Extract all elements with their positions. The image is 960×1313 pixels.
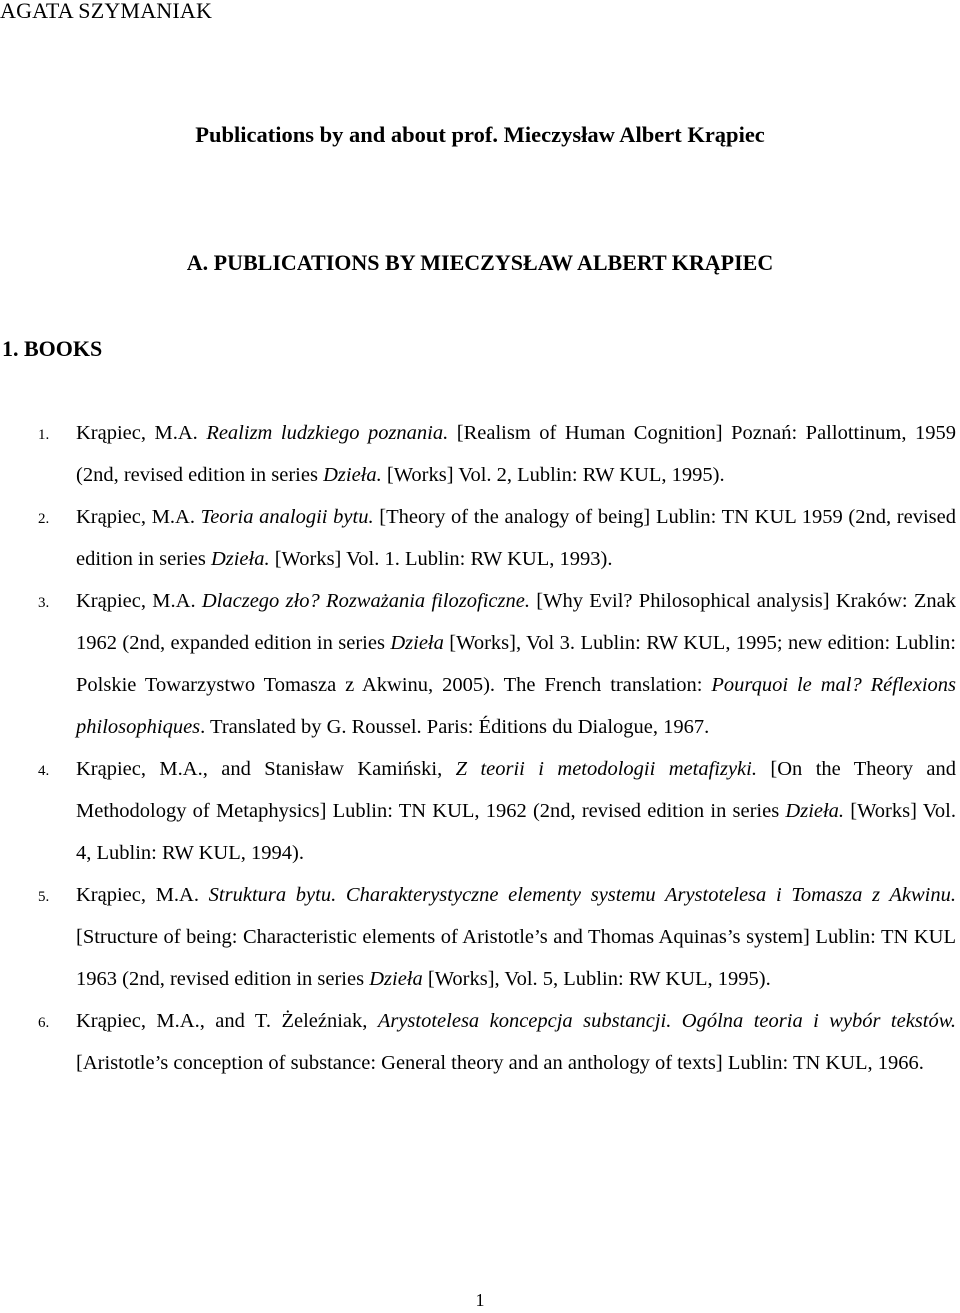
bibliography-entry: [0, 748, 960, 874]
bibliography-entry: [0, 496, 960, 580]
bibliography-entry: [0, 580, 960, 748]
citation-text: [Works], Vol 3. Lublin: RW KUL, 1995; new edition: Lublin: Polskie Towarzystwo Tomasza z Akwinu, 2005). The French translation:: [76, 632, 956, 696]
document-title: Publications by and about prof. Mieczysław Albert Krąpiec: [195, 122, 765, 147]
entry-number: 1.: [38, 427, 50, 443]
page-number: 1: [475, 1290, 485, 1310]
entry-citation: [76, 412, 956, 496]
citation-text: Krąpiec, M.A.: [76, 590, 202, 612]
citation-text: [Theory of the analogy of being] Lublin: TN KUL 1959 (2nd, revised edition in series: [76, 506, 956, 570]
bibliography-entry: [0, 412, 960, 496]
entry-number: 5.: [38, 889, 50, 905]
bibliography-entry: [0, 874, 960, 1000]
citation-text: [Aristotle’s conception of substance: General theory and an anthology of texts] Lublin: TN KUL, 1966.: [76, 1052, 924, 1074]
citation-title-italic: Pourquoi le mal? Réflexions philosophiques: [76, 674, 956, 738]
citation-title-italic: Teoria analogii bytu.: [200, 506, 374, 528]
subsection-heading: 1. BOOKS: [2, 336, 103, 361]
citation-text: Krąpiec, M.A.: [76, 422, 207, 444]
citation-title-italic: Arystotelesa koncepcja substancji. Ogólna teoria i wybór tekstów.: [377, 1010, 957, 1032]
entry-citation: [76, 1000, 956, 1084]
citation-text: . Translated by G. Roussel. Paris: Éditions du Dialogue, 1967.: [200, 716, 710, 738]
citation-text: [Why Evil? Philosophical analysis] Kraków: Znak 1962 (2nd, expanded edition in series: [76, 590, 957, 654]
citation-text: Krąpiec, M.A., and T. Żeleźniak,: [76, 1010, 378, 1032]
entry-citation: [76, 748, 956, 874]
citation-text: [Structure of being: Characteristic elements of Aristotle’s and Thomas Aquinas’s system] Lublin: TN KUL 1963 (2nd, revised edition in series: [76, 926, 956, 990]
entry-number: 3.: [38, 595, 50, 611]
citation-title-italic: Dzieła.: [785, 800, 845, 822]
entry-number: 2.: [38, 511, 50, 527]
citation-title-italic: Dlaczego zło? Rozważania filozoficzne.: [201, 590, 530, 612]
citation-title-italic: Realizm ludzkiego poznania.: [206, 422, 449, 444]
citation-title-italic: Dzieła: [369, 968, 423, 990]
entry-number: 6.: [38, 1015, 50, 1031]
bibliography-entry: [0, 1000, 960, 1084]
section-heading: A. PUBLICATIONS BY MIECZYSŁAW ALBERT KRĄPIEC: [186, 250, 774, 275]
citation-text: Krąpiec, M.A., and Stanisław Kamiński,: [76, 758, 456, 780]
citation-text: [Works] Vol. 4, Lublin: RW KUL, 1994).: [76, 800, 956, 864]
citation-text: Krąpiec, M.A.: [76, 884, 209, 906]
citation-title-italic: Dzieła.: [210, 548, 270, 570]
citation-text: [On the Theory and Methodology of Metaphysics] Lublin: TN KUL, 1962 (2nd, revised edition in series: [76, 758, 956, 822]
citation-text: [Works] Vol. 1. Lublin: RW KUL, 1993).: [269, 548, 613, 570]
citation-title-italic: Z teorii i metodologii metafizyki.: [455, 758, 757, 780]
citation-text: [Works], Vol. 5, Lublin: RW KUL, 1995).: [422, 968, 771, 990]
entry-citation: [76, 496, 956, 580]
entry-citation: [76, 874, 956, 1000]
citation-text: [Works] Vol. 2, Lublin: RW KUL, 1995).: [381, 464, 725, 486]
citation-title-italic: Dzieła: [390, 632, 444, 654]
running-head: AGATA SZYMANIAK: [0, 0, 213, 23]
entry-number: 4.: [38, 763, 50, 779]
citation-text: Krąpiec, M.A.: [76, 506, 201, 528]
citation-text: [Realism of Human Cognition] Poznań: Pallottinum, 1959 (2nd, revised edition in series: [76, 422, 956, 486]
bibliography-list: [0, 412, 960, 1084]
entry-citation: [76, 580, 956, 748]
citation-title-italic: Dzieła.: [323, 464, 382, 486]
citation-title-italic: Struktura bytu. Charakterystyczne elementy systemu Arystotelesa i Tomasza z Akwinu.: [208, 884, 956, 906]
